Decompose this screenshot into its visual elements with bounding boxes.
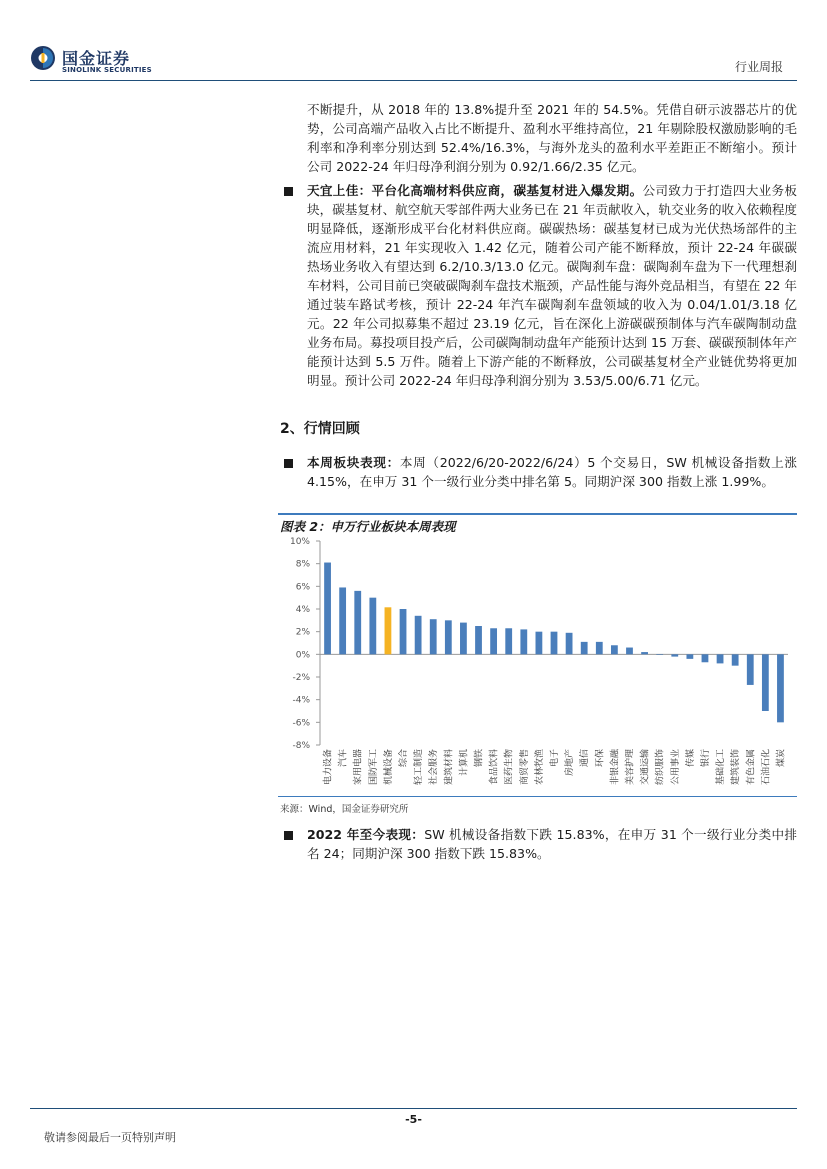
- category-label: 通信: [580, 749, 591, 768]
- bar-30: [762, 654, 769, 711]
- bar-18: [581, 642, 588, 654]
- category-label: 非银金融: [610, 749, 621, 786]
- bar-22: [641, 652, 648, 654]
- y-tick-label: -4%: [292, 695, 310, 706]
- bar-10: [460, 623, 467, 655]
- figure-source: 来源：Wind，国金证券研究所: [280, 804, 409, 815]
- bar-6: [400, 609, 407, 654]
- y-tick-label: 6%: [295, 582, 310, 593]
- category-label: 电力设备: [323, 749, 334, 786]
- category-label: 综合: [399, 749, 410, 768]
- logo-mark-icon: [30, 44, 56, 72]
- logo-text-cn: 国金证券: [62, 49, 131, 68]
- figure-top-rule: [278, 513, 797, 515]
- bar-8: [430, 619, 437, 654]
- page-number: -5-: [405, 1113, 422, 1126]
- category-label: 纺织服饰: [655, 749, 666, 786]
- category-label: 石油石化: [761, 749, 772, 786]
- y-tick-label: 0%: [295, 650, 310, 661]
- category-label: 食品饮料: [489, 749, 500, 786]
- category-label: 国防军工: [368, 749, 379, 786]
- bar-21: [626, 648, 633, 655]
- bar-14: [520, 629, 527, 654]
- category-label: 计算机: [459, 749, 470, 777]
- bar-3: [354, 591, 361, 654]
- logo-text-en: SINOLINK SECURITIES: [62, 66, 152, 74]
- category-label: 商贸零售: [519, 749, 530, 786]
- bar-17: [566, 633, 573, 655]
- industry-performance-chart: [278, 533, 797, 795]
- bar-23: [656, 654, 663, 655]
- category-label: 煤炭: [776, 749, 787, 768]
- bar-31: [777, 654, 784, 722]
- footer-disclaimer: 敬请参阅最后一页特别声明: [44, 1131, 176, 1144]
- bullet-marker: [284, 459, 293, 468]
- paragraph-weekly-body: 本周（2022/6/20-2022/6/24）5 个交易日，SW 机械设备指数上涨 4.15%，在申万 31 个一级行业分类中排名第 5。同期沪深 300 指数上涨 1.99%。: [307, 455, 797, 489]
- section-title: 2、行情回顾: [280, 421, 360, 437]
- category-label: 机械设备: [383, 749, 394, 786]
- y-tick-label: 4%: [295, 605, 310, 615]
- bar-29: [747, 654, 754, 685]
- bar-9: [445, 620, 452, 654]
- bar-12: [490, 628, 497, 654]
- report-type-label: 行业周报: [734, 60, 783, 74]
- footer-divider: [30, 1108, 797, 1109]
- category-label: 环保: [595, 749, 606, 768]
- category-label: 建筑材料: [444, 749, 455, 786]
- bar-16: [551, 632, 558, 655]
- bar-4: [369, 598, 376, 655]
- y-tick-label: -8%: [292, 741, 310, 751]
- category-label: 房地产: [565, 749, 576, 777]
- category-label: 钢铁: [474, 749, 485, 768]
- paragraph-tianyi-heading: 天宜上佳：平台化高端材料供应商，碳基复材进入爆发期。: [307, 183, 643, 198]
- paragraph-ytd: [307, 825, 797, 863]
- category-label: 社会服务: [429, 749, 440, 786]
- category-label: 农林牧渔: [534, 749, 545, 786]
- paragraph-weekly: [307, 453, 797, 491]
- y-tick-label: 2%: [295, 627, 310, 638]
- category-label: 电子: [550, 749, 560, 768]
- bar-11: [475, 626, 482, 654]
- paragraph-tianyi: [307, 181, 797, 390]
- bar-1: [324, 563, 331, 655]
- bar-7: [415, 616, 422, 655]
- category-label: 建筑装饰: [731, 749, 742, 786]
- category-label: 有色金属: [746, 749, 757, 786]
- company-logo: [30, 44, 160, 78]
- category-label: 家用电器: [353, 749, 364, 786]
- category-label: 汽车: [338, 749, 349, 768]
- category-label: 基础化工: [716, 749, 727, 786]
- y-tick-label: -2%: [292, 673, 310, 683]
- bar-13: [505, 628, 512, 654]
- category-label: 交通运输: [640, 749, 651, 786]
- bar-20: [611, 645, 618, 654]
- bar-2: [339, 587, 346, 654]
- category-label: 银行: [700, 749, 711, 768]
- paragraph-weekly-heading: 本周板块表现：: [307, 455, 400, 470]
- paragraph-tianyi-body: 公司致力于打造四大业务板块，碳基复材、航空航天零部件两大业务已在 21 年贡献收入，轨交业务的收入依赖程度明显降低，逐渐形成平台化材料供应商。碳碳热场：碳基复材已成为光伏热场部件的主流应用材料，21 年实现收入 1.42 亿元，随着公司产能不断释放，预计 22-24 年碳碳热场业务收入有望达到 6.2/10.3/13.0 亿元。碳陶刹车盘：碳陶刹车盘为下一代理想刹车材料，公司目前已突破碳陶刹车盘技术瓶颈，产品性能与海外竞品相当，有望在 22 年通过装车路试考核，预计 22-24 年汽车碳陶刹车盘领域的收入为 0.04/1.01/3.18 亿元。22 年公司拟募集不超过 23.19 亿元，旨在深化上游碳碳预制体与汽车碳陶制动盘业务布局。募投项目投产后，公司碳陶制动盘年产能预计达到 15 万套、碳碳预制体年产能预计达到 5.5 万件。随着上下游产能的不断释放，公司碳基复材全产业链优势将更加明显。预计公司 2022-24 年归母净利润分别为 3.53/5.00/6.71 亿元。: [307, 183, 798, 388]
- category-label: 传媒: [685, 749, 696, 768]
- paragraph-ytd-body: SW 机械设备指数下跌 15.83%，在申万 31 个一级行业分类中排名 24；同期沪深 300 指数下跌 15.83%。: [307, 827, 798, 861]
- paragraph-ytd-heading: 2022 年至今表现：: [307, 827, 425, 842]
- y-tick-label: -6%: [292, 718, 310, 729]
- y-tick-label: 10%: [289, 537, 310, 547]
- bar-28: [732, 654, 739, 665]
- figure-title: 图表 2：申万行业板块本周表现: [280, 519, 456, 534]
- bullet-marker: [284, 187, 293, 196]
- category-label: 轻工制造: [414, 749, 425, 786]
- category-label: 美容护理: [625, 749, 636, 786]
- bars: [324, 563, 784, 723]
- bar-25: [686, 654, 693, 659]
- bar-24: [671, 654, 678, 656]
- bar-15: [536, 632, 543, 655]
- bullet-marker: [284, 831, 293, 840]
- bar-26: [702, 654, 709, 662]
- category-labels: [322, 748, 787, 785]
- category-label: 公用事业: [670, 749, 681, 786]
- paragraph-continuation: 不断提升，从 2018 年的 13.8%提升至 2021 年的 54.5%。凭借自研示波器芯片的优势，公司高端产品收入占比不断提升、盈利水平维持高位，21 年剔除股权激励影响的毛利率和净利率分别达到 52.4%/16.3%，与海外龙头的盈利水平差距正不断缩小。预计公司 2022-24 年归母净利润分别为 0.92/1.66/2.35 亿元。: [307, 102, 797, 174]
- category-label: 医药生物: [504, 749, 515, 786]
- bar-5: [385, 607, 392, 654]
- header-divider: [30, 80, 797, 81]
- bar-27: [717, 654, 724, 663]
- bar-19: [596, 642, 603, 654]
- y-tick-label: 8%: [295, 559, 310, 570]
- figure-bottom-rule: [278, 796, 797, 797]
